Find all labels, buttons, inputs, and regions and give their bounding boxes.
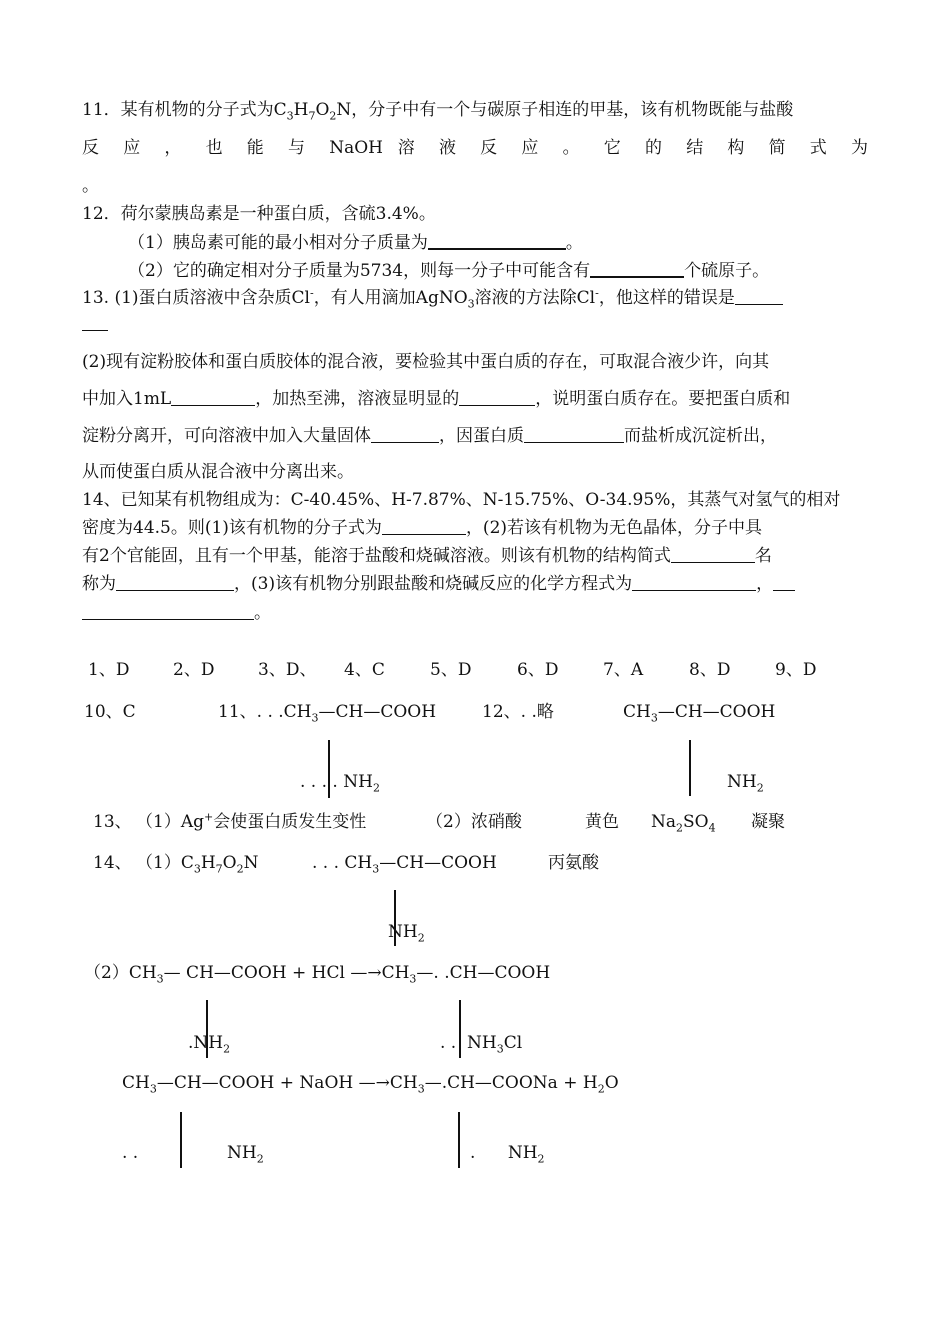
q12-part1: （1）胰岛素可能的最小相对分子质量为 。 [128,233,583,253]
q14-line3: 有2个官能固，且有一个甲基，能溶于盐酸和烧碱溶液。则该有机物的结构简式 名 [82,546,772,566]
q14-blank1[interactable] [382,518,466,535]
q13-blank5[interactable] [524,426,624,443]
answer-14-nh2: $NH_2$ [388,922,425,945]
q12-blank1[interactable] [428,232,566,250]
answer-14-label: 14、 [93,853,132,873]
answer-12: 12、. .略 [482,702,554,722]
answer-13-yellow: 黄色 [585,812,619,832]
answer-1: 1、D [88,660,130,680]
answer-8: 8、D [689,660,731,680]
equation-naoh-dots: . . [122,1143,139,1163]
answer-7: 7、A [603,660,644,680]
q13-blank1[interactable] [735,288,783,305]
answer-2: 2、D [173,660,215,680]
answer-14-name: 丙氨酸 [548,853,599,873]
answer-13-label: 13、 [93,812,132,832]
equation-naoh: $CH_3—CH—COOH$ + NaOH $—\to CH_3—.CH—COONa + H_2O$ [122,1073,619,1096]
q13-line4: 淀粉分离开，可向溶液中加入大量固体 ，因蛋白质 而盐析成沉淀析出， [82,426,777,446]
q13-line1: 13. (1)蛋白质溶液中含杂质Cl-，有人用滴加AgNO$_3$溶液的方法除Cl-，他这样的错误是 [82,288,783,308]
answer-13-p1: （1）Ag+会使蛋白质发生变性 [136,810,367,832]
q14-blank4[interactable] [632,574,756,591]
q11-line1: 11．某有机物的分子式为$C_3H_7O_2N$，分子中有一个与碳原子相连的甲基，该有机物既能与盐酸 [82,100,794,123]
q14-line1: 14、已知某有机物组成为：C-40.45%、H-7.87%、N-15.75%、O-34.95%，其蒸气对氢气的相对 [82,490,841,510]
q14-line2: 密度为44.5。则(1)该有机物的分子式为 ，(2)若该有机物为无色晶体，分子中具 [82,518,763,538]
answer-13-coag: 凝聚 [751,812,785,832]
answer-12-nh2: $NH_2$ [727,772,764,795]
q12-blank2[interactable] [590,260,684,278]
q12-line1: 12．荷尔蒙胰岛素是一种蛋白质，含硫3.4%。 [82,204,436,224]
q14-blank2[interactable] [671,546,755,563]
q11-line3: 。 [82,176,99,196]
q13-line2: (2)现有淀粉胶体和蛋白质胶体的混合液，要检验其中蛋白质的存在，可取混合液少许，向其 [82,352,770,372]
q13-line3: 中加入1mL ，加热至沸，溶液显明显的 ，说明蛋白质存在。要把蛋白质和 [82,389,791,409]
answer-9: 9、D [775,660,817,680]
answer-14-struct: . . . $CH_3—CH—COOH$ [312,853,497,876]
q12-part2-text: （2）它的确定相对分子质量为5734，则每一分子中可能含有 [128,261,591,281]
q11-line2: 反 应 ， 也 能 与 NaOH 溶 液 反 应 。 它 的 结 构 简 式 为 [82,138,868,158]
q13-blank4[interactable] [371,426,439,443]
answer-10: 10、C [84,702,136,722]
q14-blank5[interactable] [82,603,254,620]
answer-6: 6、D [517,660,559,680]
q13-line5: 从而使蛋白质从混合液中分离出来。 [82,462,354,482]
answer-13-salt: $Na_2SO_4$ [651,812,716,835]
answer-12-formula: $CH_3—CH—COOH$ [623,702,776,725]
answer-13-p2: （2）浓硝酸 [426,812,522,832]
answer-11-nh2: . . . . $NH_2$ [300,772,380,795]
q14-blank3[interactable] [116,574,234,591]
answer-3: 3、D、 [258,660,317,680]
equation-naoh-nh2-left: $NH_2$ [227,1143,264,1166]
answer-4: 4、C [344,660,385,680]
q13-blank2[interactable] [171,389,255,406]
q13-blank3[interactable] [459,389,535,406]
answer-12-bond [689,740,691,796]
q12-part2: （2）它的确定相对分子质量为5734，则每一分子中可能含有 个硫原子。 [128,261,770,281]
equation-naoh-bond-left [180,1112,182,1168]
q12-part1-text: （1）胰岛素可能的最小相对分子质量为 [128,233,428,253]
equation-naoh-nh2-right: . $NH_2$ [470,1143,545,1166]
equation-hcl-nh3cl: . . $NH_3Cl$ [440,1033,523,1056]
answer-11: 11、. . $.CH_3—CH—COOH$ [218,702,437,725]
answer-14-p1: $(1)C_3H_7O_2N$ [136,853,259,876]
q13-blank1-cont [82,314,108,334]
q14-line5: 。 [82,603,271,623]
equation-hcl: $(2)CH_3—$ CH—COOH + HCl $—\to CH_3—$. .CH—COOH [84,963,551,986]
equation-naoh-bond-right [458,1112,460,1168]
equation-hcl-nh2: $.NH_2$ [188,1033,231,1056]
answer-5: 5、D [430,660,472,680]
q14-line4: 称为 ，(3)该有机物分别跟盐酸和烧碱反应的化学方程式为 ， [82,574,795,594]
